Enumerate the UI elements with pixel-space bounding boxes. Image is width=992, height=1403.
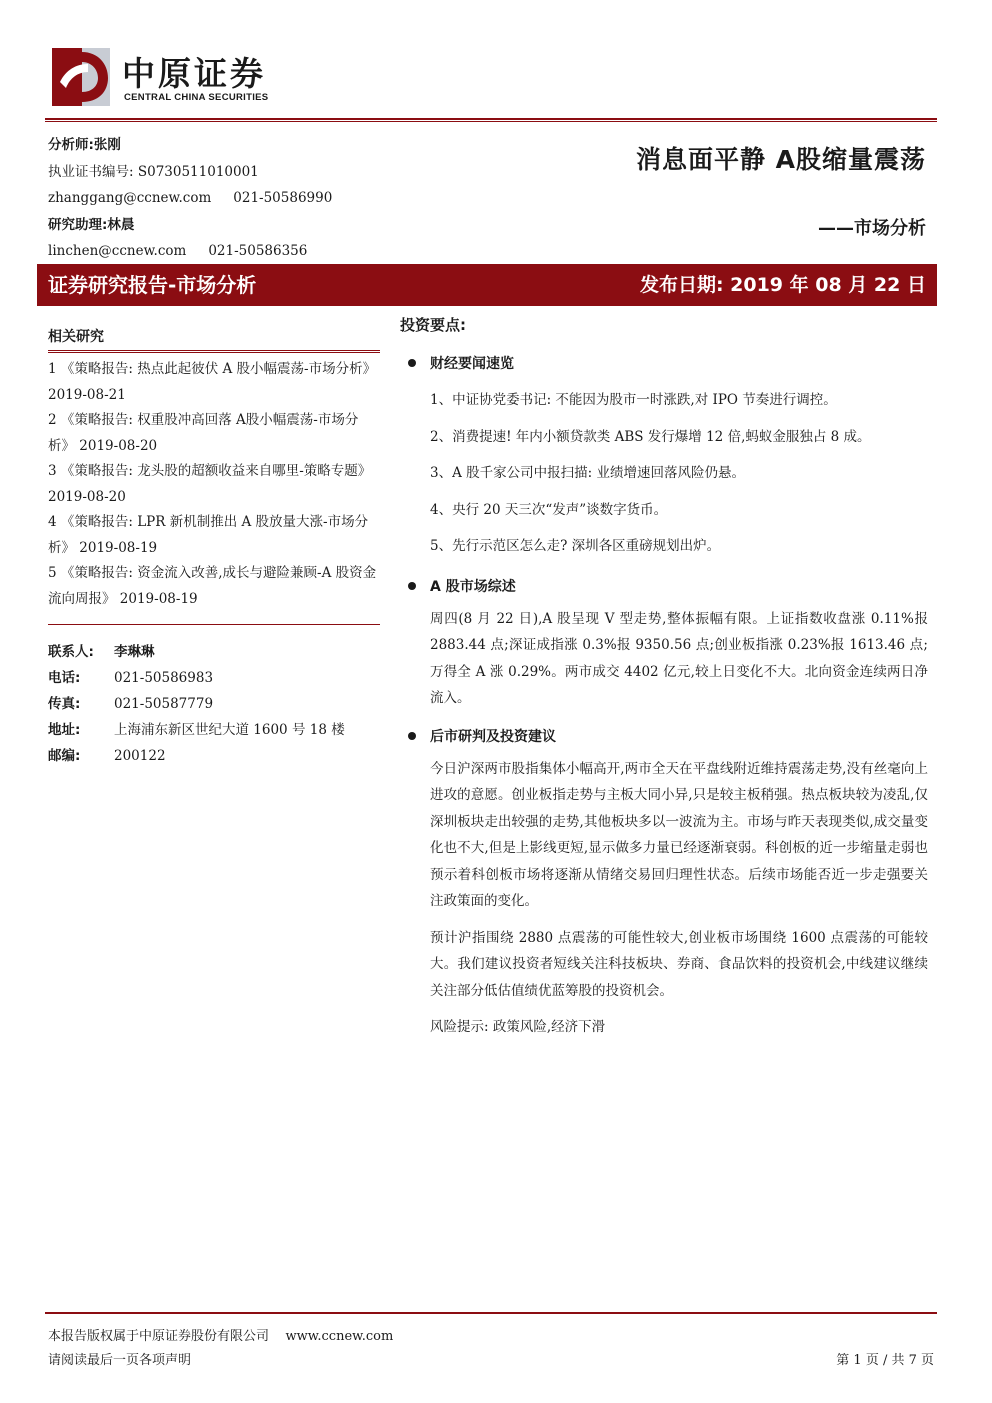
related-research-item[interactable]: 1 《策略报告: 热点此起彼伏 A 股小幅震荡-市场分析》 2019-08-21	[48, 361, 377, 403]
license-row	[48, 159, 332, 186]
outlook-paragraph: 今日沪深两市股指集体小幅高开,两市全天在平盘线附近维持震荡走势,没有丝毫向上进攻的意愿。创业板指走势与主板大同小异,只是较主板稍强。热点板块较为凌乱,仅深圳板块走出较强的走势,其他板块多以一波流为主。市场与昨天表现类似,成交量变化也不大,但是上影线更短,显示做多力量已经逐渐衰弱。科创板的近一步缩量走弱也预示着科创板市场将逐渐从情绪交易回归理性状态。后续市场能否近一步走强要关注政策面的变化。	[430, 760, 928, 909]
related-research-item[interactable]: 4 《策略报告: LPR 新机制推出 A 股放量大涨-市场分析》 2019-08-19	[48, 514, 369, 556]
news-item: 5、先行示范区怎么走? 深圳各区重磅规划出炉。	[430, 538, 721, 554]
related-research-item[interactable]: 5 《策略报告: 资金流入改善,成长与避险兼顾-A 股资金流向周报》 2019-08-19	[48, 565, 377, 607]
assistant-contact-row	[48, 238, 332, 265]
header-divider-thin	[45, 121, 937, 122]
analyst-email[interactable]: zhanggang@ccnew.com	[48, 190, 212, 206]
assistant-phone: 021-50586356	[208, 243, 308, 259]
market-heading-text: A 股市场综述	[430, 578, 516, 595]
contact-person-row	[48, 639, 380, 665]
outlook-heading	[400, 726, 928, 746]
assistant-name: 林晨	[107, 216, 135, 233]
news-heading	[400, 353, 928, 373]
contact-phone-label: 电话:	[48, 670, 81, 686]
analyst-phone: 021-50586990	[233, 190, 333, 206]
logo-chinese-text: 中原证券	[122, 54, 266, 93]
contact-address-label: 地址:	[48, 722, 81, 738]
forecast-paragraph: 预计沪指围绕 2880 点震荡的可能性较大,创业板市场围绕 1600 点震荡的可能较大。我们建议投资者短线关注科技板块、券商、食品饮料的投资机会,中线建议继续关注部分低估值绩优蓝筹股的投资机会。	[430, 929, 928, 999]
logo-english-text: CENTRAL CHINA SECURITIES	[124, 92, 269, 103]
news-item: 2、消费提速! 年内小额贷款类 ABS 发行爆增 12 倍,蚂蚁金服独占 8 成。	[430, 428, 871, 445]
contact-fax-row	[48, 691, 380, 717]
company-logo-icon	[52, 48, 110, 106]
footer-disclaimer: 请阅读最后一页各项声明	[48, 1353, 192, 1368]
contact-block	[48, 639, 380, 769]
key-points-heading: 投资要点:	[400, 316, 466, 334]
news-item: 1、中证协党委书记: 不能因为股市一时涨跌,对 IPO 节奏进行调控。	[430, 392, 837, 408]
bullet-icon	[408, 732, 416, 740]
footer-copyright-line	[48, 1325, 393, 1344]
news-item: 3、A 股千家公司中报扫描: 业绩增速回落风险仍悬。	[430, 465, 745, 481]
related-research-heading: 相关研究	[48, 329, 104, 345]
related-research-item[interactable]: 3 《策略报告: 龙头股的超额收益来自哪里-策略专题》 2019-08-20	[48, 463, 372, 505]
website-link[interactable]: www.ccnew.com	[285, 1329, 394, 1344]
outlook-heading-text: 后市研判及投资建议	[430, 728, 556, 745]
assistant-row	[48, 212, 332, 239]
contact-address-row	[48, 717, 380, 743]
publish-date: 发布日期: 2019 年 08 月 22 日	[639, 274, 926, 296]
analyst-row	[48, 132, 332, 159]
contact-address: 上海浦东新区世纪大道 1600 号 18 楼	[114, 722, 345, 738]
analyst-label: 分析师:	[48, 137, 94, 153]
contact-person-label: 联系人:	[48, 644, 94, 660]
report-title: 消息面平静 A股缩量震荡	[635, 145, 926, 174]
report-subtitle: ——市场分析	[818, 218, 926, 239]
news-item: 4、央行 20 天三次“发声”谈数字货币。	[430, 501, 668, 518]
assistant-email[interactable]: linchen@ccnew.com	[48, 243, 187, 259]
market-heading	[400, 576, 928, 596]
license-number: S0730511010001	[137, 163, 259, 180]
related-research-item[interactable]: 2 《策略报告: 权重股冲高回落 A股小幅震荡-市场分析》 2019-08-20	[48, 412, 359, 454]
left-sidebar	[48, 326, 380, 769]
assistant-label: 研究助理:	[48, 216, 108, 233]
bullet-icon	[408, 582, 416, 590]
contact-fax-label: 传真:	[48, 696, 81, 712]
risk-warning: 风险提示: 政策风险,经济下滑	[430, 1019, 606, 1035]
license-label: 执业证书编号:	[48, 163, 134, 180]
news-heading-text: 财经要闻速览	[430, 356, 514, 372]
footer-divider	[45, 1312, 937, 1314]
related-research-divider	[48, 350, 380, 353]
contact-phone-row	[48, 665, 380, 691]
contact-zip-row	[48, 743, 380, 769]
contact-person-name: 李琳琳	[114, 644, 155, 660]
main-content	[400, 314, 928, 1041]
bullet-icon	[408, 359, 416, 367]
copyright-text: 本报告版权属于中原证券股份有限公司	[48, 1329, 270, 1344]
analyst-contact-row	[48, 185, 332, 212]
contact-divider	[48, 624, 380, 625]
header-divider	[45, 118, 937, 120]
related-research-list	[48, 357, 380, 612]
analyst-info	[48, 132, 332, 265]
report-type: 证券研究报告-市场分析	[48, 273, 257, 297]
analyst-name: 张刚	[93, 137, 121, 153]
page-number: 第 1 页 / 共 7 页	[836, 1353, 934, 1368]
contact-zip-label: 邮编:	[48, 748, 81, 764]
contact-phone: 021-50586983	[114, 670, 214, 686]
contact-zip: 200122	[114, 748, 166, 764]
contact-fax: 021-50587779	[114, 696, 214, 712]
market-summary: 周四(8 月 22 日),A 股呈现 V 型走势,整体振幅有限。上证指数收盘涨 0.11%报 2883.44 点;深证成指涨 0.3%报 9350.56 点;创业板指涨 0.23%报 1613.46 点;万得全 A 涨 0.29%。两市成交 4402 亿元,较上日变化不大。北向资金连续两日净流入。	[430, 610, 928, 706]
